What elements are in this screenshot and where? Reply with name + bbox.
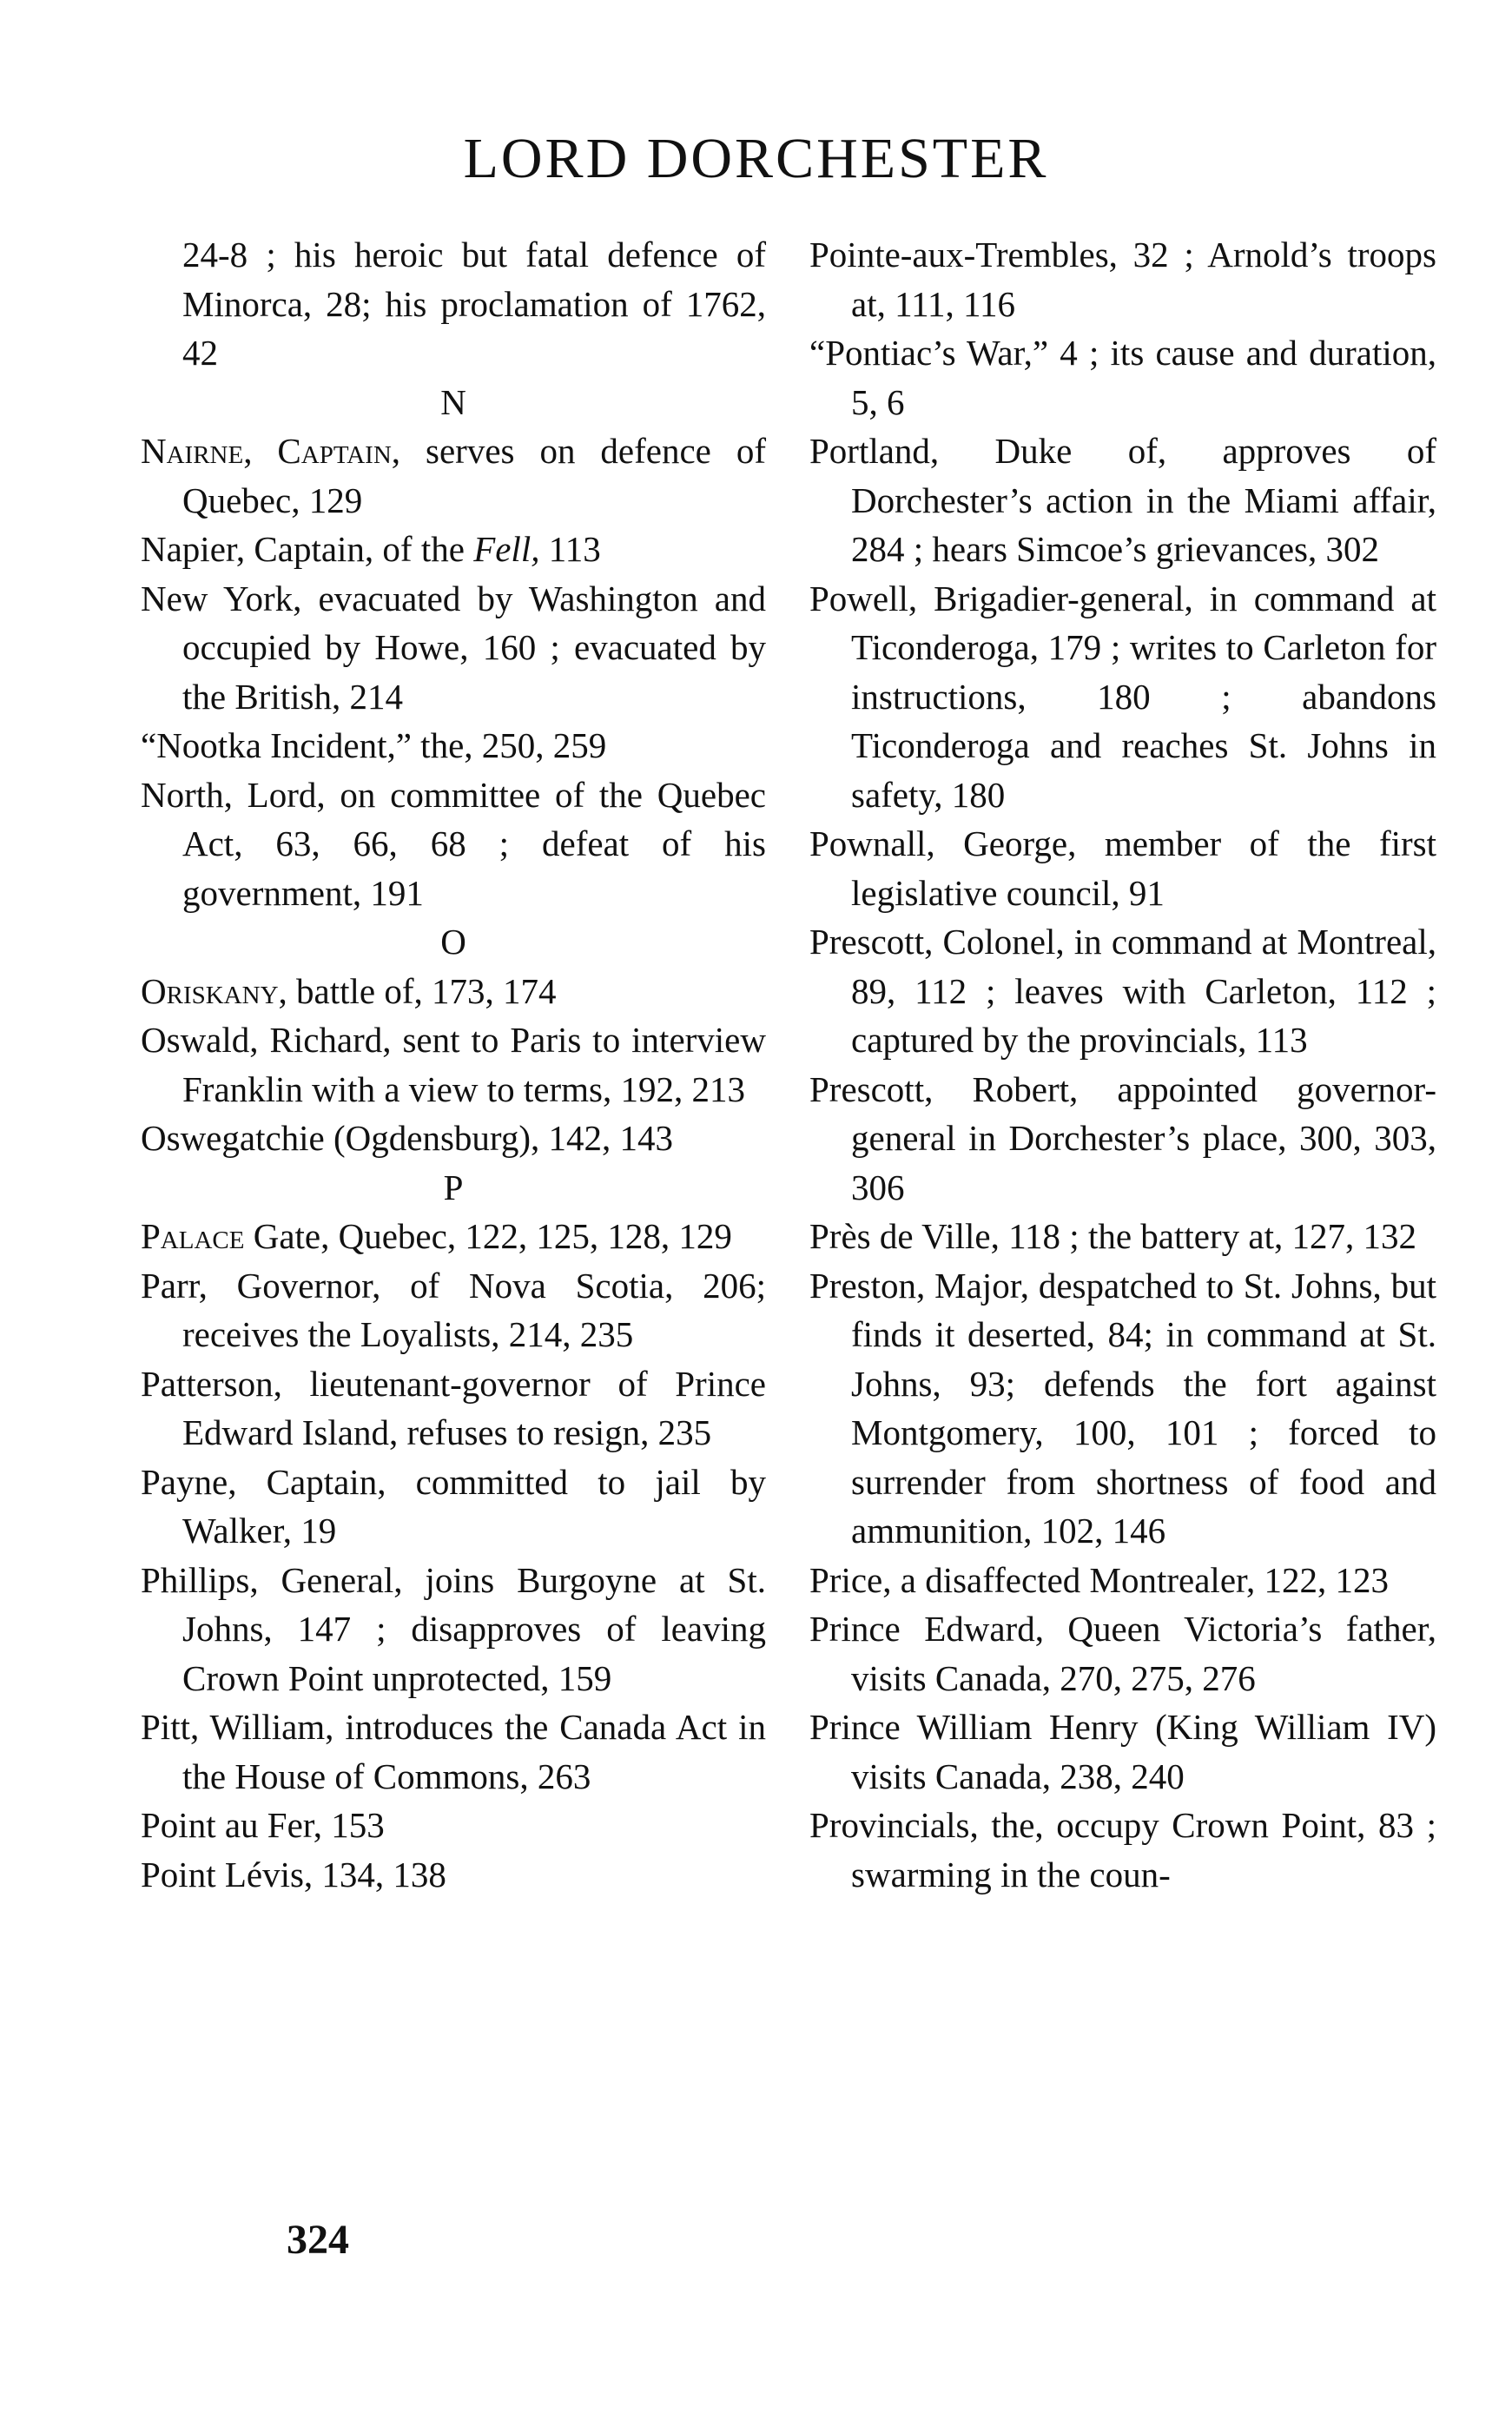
index-entry: “Pontiac’s War,” 4 ; its cause and duration, 5, 6 [809, 333, 1436, 422]
entry-text: serves on defence of Quebec, 129 [182, 431, 767, 520]
index-column-right [809, 230, 1436, 1899]
index-entry: Parr, Governor, of Nova Scotia, 206; receives the Loyalists, 214, 235 [141, 1265, 766, 1354]
index-entry: New York, evacuated by Washington and occupied by Howe, 160 ; evacuated by the British, 214 [141, 578, 766, 717]
index-entry [141, 967, 766, 1016]
index-entry: Pointe-aux-Trembles, 32 ; Arnold’s troops at, 111, 116 [809, 235, 1436, 324]
entry-text: battle of, 173, 174 [287, 970, 557, 1011]
index-entry: North, Lord, on committee of the Quebec Act, 63, 66, 68 ; defeat of his government, 191 [141, 774, 766, 913]
section-letter-n: N [440, 381, 466, 422]
index-entry: Point Lévis, 134, 138 [141, 1854, 446, 1894]
index-entry [141, 525, 766, 574]
entry-text: Napier, Captain, of the [141, 529, 474, 569]
index-entry: Prince William Henry (King William IV) visits Canada, 238, 240 [809, 1707, 1436, 1796]
index-entry: Pownall, George, member of the first legislative council, 91 [809, 823, 1436, 913]
index-entry [141, 426, 766, 525]
index-entry: Portland, Duke of, approves of Dorchester’s action in the Miami affair, 284 ; hears Simcoe’s grievances, 302 [809, 431, 1436, 569]
index-entry: Oswald, Richard, sent to Paris to interview Franklin with a view to terms, 192, 213 [141, 1020, 766, 1109]
index-entry: Preston, Major, despatched to St. Johns, but finds it deserted, 84; in command at St. Johns, 93; defends the fort against Montgomery, 100, 101 ; forced to surrender from shortness of food and ammunition, 102, 146 [809, 1265, 1436, 1551]
entry-headword: Nairne, Captain, [141, 431, 401, 471]
index-entry: Payne, Captain, committed to jail by Walker, 19 [141, 1461, 766, 1551]
entry-italic: Fell, [473, 529, 540, 569]
index-entry: Phillips, General, joins Burgoyne at St. Johns, 147 ; disapproves of leaving Crown Point unprotected, 159 [141, 1559, 766, 1698]
index-entry: “Nootka Incident,” the, 250, 259 [141, 725, 607, 765]
entry-headword: Oriskany, [141, 970, 287, 1011]
index-entry [141, 1212, 766, 1261]
index-entry: Près de Ville, 118 ; the battery at, 127, 132 [809, 1216, 1416, 1256]
section-letter-o: O [440, 922, 466, 962]
index-entry: 24-8 ; his heroic but fatal defence of Minorca, 28; his proclamation of 1762, 42 [182, 235, 766, 373]
entry-headword: Palace [141, 1216, 245, 1256]
index-entry: Patterson, lieutenant-governor of Prince Edward Island, refuses to resign, 235 [141, 1363, 766, 1452]
page-number: 324 [287, 2217, 349, 2263]
index-entry: Oswegatchie (Ogdensburg), 142, 143 [141, 1118, 673, 1158]
index-column-left [141, 230, 766, 1899]
running-head: LORD DORCHESTER [463, 127, 1049, 190]
index-entry: Powell, Brigadier-general, in command at Ticonderoga, 179 ; writes to Carleton for instructions, 180 ; abandons Ticonderoga and reaches St. Johns in safety, 180 [809, 578, 1436, 815]
index-entry: Price, a disaffected Montrealer, 122, 123 [809, 1559, 1390, 1600]
entry-text: Gate, Quebec, 122, 125, 128, 129 [244, 1216, 732, 1256]
index-entry: Prince Edward, Queen Victoria’s father, visits Canada, 270, 275, 276 [809, 1609, 1436, 1698]
index-entry: Prescott, Colonel, in command at Montreal, 89, 112 ; leaves with Carleton, 112 ; captured by the provincials, 113 [809, 922, 1436, 1060]
index-entry: Provincials, the, occupy Crown Point, 83 ; swarming in the coun- [809, 1805, 1436, 1894]
entry-text: 113 [539, 529, 601, 569]
index-entry: Point au Fer, 153 [141, 1805, 385, 1845]
index-entry: Pitt, William, introduces the Canada Act in the House of Commons, 263 [141, 1707, 766, 1796]
section-letter-p: P [443, 1167, 464, 1207]
index-entry: Prescott, Robert, appointed governor-general in Dorchester’s place, 300, 303, 306 [809, 1068, 1436, 1207]
